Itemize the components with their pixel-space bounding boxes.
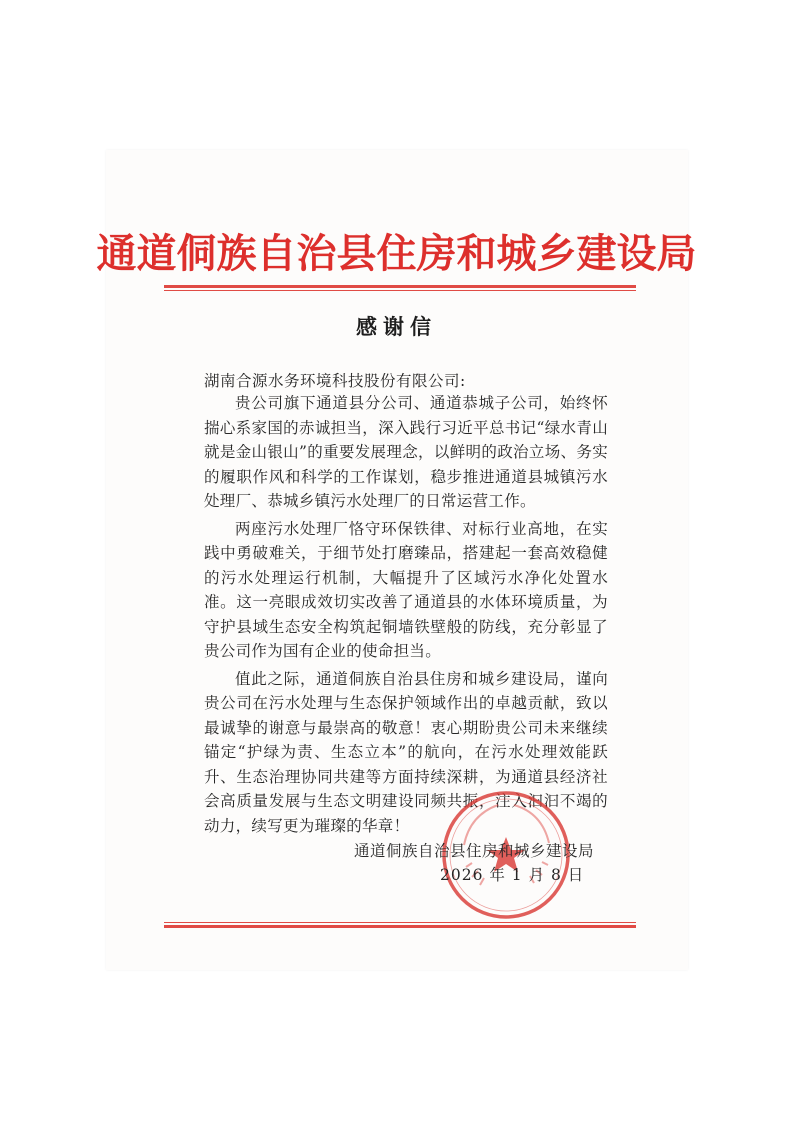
letterhead-rule-thick	[164, 285, 636, 288]
letter-body	[204, 391, 608, 841]
footer-rule-thick	[164, 925, 636, 928]
salutation: 湖南合源水务环境科技股份有限公司:	[204, 372, 466, 390]
letterhead-rule-thin	[164, 290, 636, 291]
body-paragraph-1: 贵公司旗下通道县分公司、通道恭城子公司，始终怀揣心系家国的赤诚担当，深入践行习近平总书记“绿水青山就是金山银山”的重要发展理念，以鲜明的政治立场、务实的履职作风和科学的工作谋划，稳步推进通道县城镇污水处理厂、恭城乡镇污水处理厂的日常运营工作。	[204, 394, 608, 510]
body-paragraph-3: 值此之际，通道侗族自治县住房和城乡建设局，谨向贵公司在污水处理与生态保护领域作出的卓越贡献，致以最诚挚的谢意与最崇高的敬意！衷心期盼贵公司未来继续锚定“护绿为责、生态立本”的航向，在污水处理效能跃升、生态治理协同共建等方面持续深耕，为通道县经济社会高质量发展与生态文明建设同频共振，注入汩汩不竭的动力，续写更为璀璨的华章！	[204, 669, 608, 835]
body-paragraph-2: 两座污水处理厂恪守环保铁律、对标行业高地，在实践中勇破难关，于细节处打磨臻品，搭建起一套高效稳健的污水处理运行机制，大幅提升了区域污水净化处置水准。这一亮眼成效切实改善了通道县的水体环境质量，为守护县域生态安全构筑起铜墙铁壁般的防线，充分彰显了贵公司作为国有企业的使命担当。	[204, 519, 608, 660]
letterhead-organization: 通道侗族自治县住房和城乡建设局	[96, 230, 697, 277]
signature-date: 2026 年 1 月 8 日	[440, 866, 585, 884]
footer-rule-thin	[164, 922, 636, 923]
letter-title: 感谢信	[356, 314, 437, 339]
signature-organization: 通道侗族自治县住房和城乡建设局	[354, 842, 595, 860]
